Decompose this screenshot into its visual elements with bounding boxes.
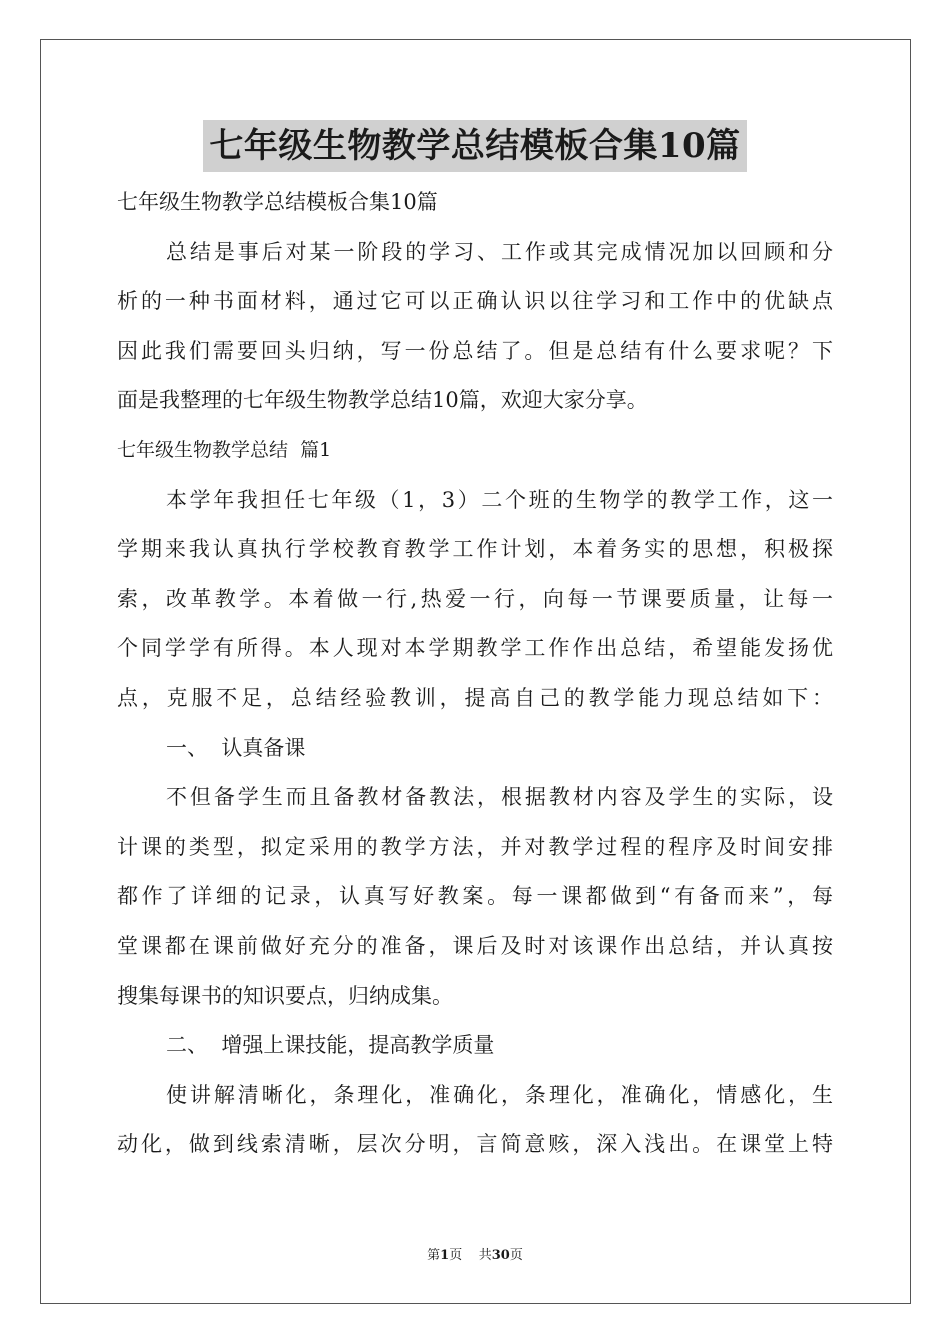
paragraph-line: 搜集每课书的知识要点，归纳成集。: [117, 983, 453, 1008]
section-heading: 七年级生物教学总结 篇1: [117, 438, 332, 461]
document-title-text: 七年级生物教学总结模板合集10篇: [203, 120, 746, 172]
paragraph-line: 学期来我认真执行学校教育教学工作计划，本着务实的思想，积极探: [117, 537, 833, 562]
footer-total-pages: 30: [491, 1248, 510, 1263]
document-body: [117, 178, 833, 1170]
paragraph-line: 点，克服不足，总结经验教训，提高自己的教学能力现总结如下：: [117, 685, 833, 710]
paragraph-line: 个同学学有所得。本人现对本学期教学工作作出总结，希望能发扬优: [117, 636, 833, 661]
footer-page-number: 1: [440, 1248, 450, 1263]
paragraph-line: 不但备学生而且备教材备教法，根据教材内容及学生的实际，设: [166, 785, 833, 810]
paragraph-line: 计课的类型，拟定采用的教学方法，并对教学过程的程序及时间安排: [117, 834, 833, 859]
point-heading: 一、 认真备课: [166, 735, 306, 760]
point-heading: 二、 增强上课技能，提高教学质量: [166, 1033, 495, 1058]
footer-mid: 页 共: [449, 1248, 492, 1263]
intro-line: 总结是事后对某一阶段的学习、工作或其完成情况加以回顾和分: [166, 239, 833, 264]
paragraph-line: 都作了详细的记录，认真写好教案。每一课都做到“有备而来”，每: [117, 884, 833, 909]
footer-prefix: 第: [427, 1248, 441, 1263]
document-title: [0, 120, 950, 172]
footer-suffix: 页: [509, 1248, 523, 1263]
paragraph-line: 本学年我担任七年级（1，3）二个班的生物学的教学工作，这一: [166, 487, 833, 512]
paragraph-line: 使讲解清晰化，条理化，准确化，条理化，准确化，情感化，生: [166, 1082, 833, 1107]
paragraph-line: 动化，做到线索清晰，层次分明，言简意赅，深入浅出。在课堂上特: [117, 1132, 833, 1157]
intro-line: 因此我们需要回头归纳，写一份总结了。但是总结有什么要求呢？下: [117, 338, 833, 363]
intro-line: 面是我整理的七年级生物教学总结10篇，欢迎大家分享。: [117, 388, 648, 413]
intro-line: 析的一种书面材料，通过它可以正确认识以往学习和工作中的优缺点: [117, 289, 833, 314]
subtitle: 七年级生物教学总结模板合集10篇: [117, 190, 438, 214]
paragraph-line: 堂课都在课前做好充分的准备，课后及时对该课作出总结，并认真按: [117, 933, 833, 958]
paragraph-line: 索，改革教学。本着做一行,热爱一行，向每一节课要质量，让每一: [117, 586, 833, 611]
page-footer: [0, 1244, 950, 1263]
